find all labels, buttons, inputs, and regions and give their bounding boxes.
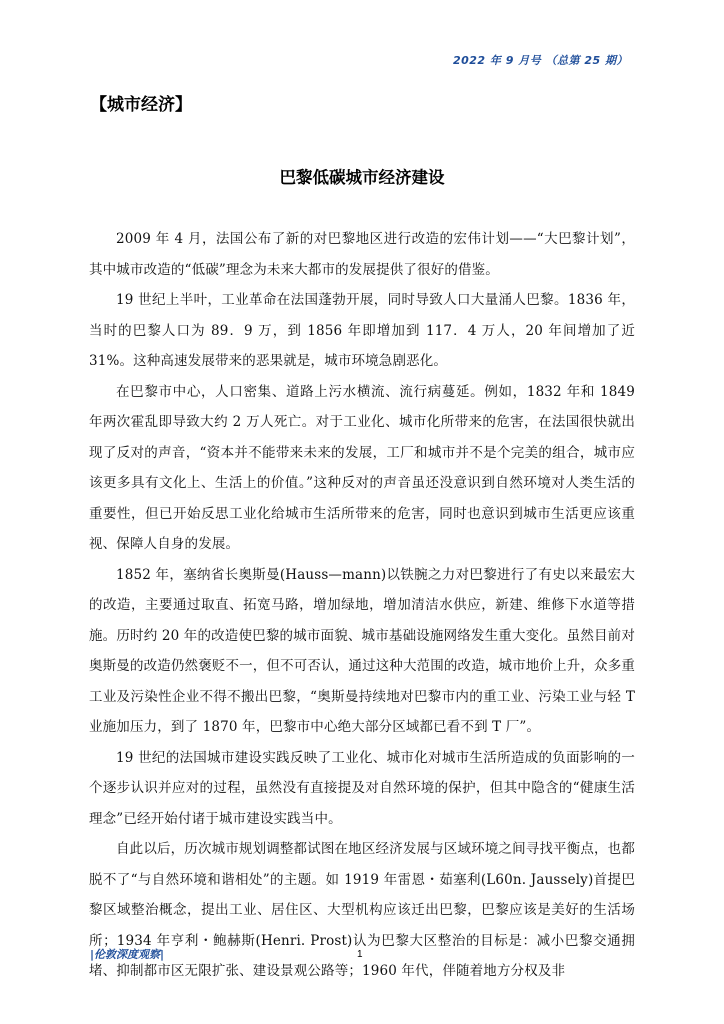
footer-publication: |伦敦深度观察| <box>90 948 165 961</box>
paragraph: 自此以后，历次城市规划调整都试图在地区经济发展与区域环境之间寻找平衡点，也都脱不了“与自然环境和谐相处”的主题。如 1919 年雷恩・茹塞利(L60n. Jaussely)首提巴黎区域整治概念，提出工业、居住区、大型机构应该迁出巴黎，巴黎应该是美好的生活场所；1934 年亨利・鲍赫斯(Henri. Prost)认为巴黎大区整治的目标是：减小巴黎交通拥堵、抑制都市区无限扩张、建设景观公路等；1960 年代，伴随着地方分权及非 <box>89 841 635 979</box>
paragraph: 在巴黎市中心，人口密集、道路上污水横流、流行病蔓延。例如，1832 年和 1849 年两次霍乱即导致大约 2 万人死亡。对于工业化、城市化所带来的危害，在法国很快就出现了反对的声音，“资本并不能带来未来的发展，工厂和城市并不是个完美的组合，城市应该更多具有文化上、生活上的价值。”这种反对的声音虽还没意识到自然环境对人类生活的重要性，但已开始反思工业化给城市生活所带来的危害，同时也意识到城市生活更应该重视、保障人自身的发展。 <box>89 383 635 552</box>
paragraph: 19 世纪上半叶，工业革命在法国蓬勃开展，同时导致人口大量涌人巴黎。1836 年，当时的巴黎人口为 89．9 万，到 1856 年即增加到 117．4 万人，20 年间增加了近 31%。这种高速发展带来的恶果就是，城市环境急剧恶化。 <box>89 292 635 369</box>
issue-header: 2022 年 9 月号 （总第 25 期） <box>452 54 628 67</box>
paragraph: 2009 年 4 月，法国公布了新的对巴黎地区进行改造的宏伟计划——“大巴黎计划”，其中城市改造的“低碳”理念为未来大都市的发展提供了很好的借鉴。 <box>89 231 635 278</box>
article-body <box>89 224 635 987</box>
article-title: 巴黎低碳城市经济建设 <box>279 168 445 187</box>
section-title: 【城市经济】 <box>90 95 192 115</box>
paragraph: 1852 年，塞纳省长奥斯曼(Hauss—mann)以铁腕之力对巴黎进行了有史以来最宏大的改造，主要通过取直、拓宽马路，增加绿地，增加清洁水供应，新建、维修下水道等措施。历时约 20 年的改造使巴黎的城市面貌、城市基础设施网络发生重大变化。虽然目前对奥斯曼的改造仍然褒贬不一，但不可否认，通过这种大范围的改造，城市地价上升，众多重工业及污染性企业不得不搬出巴黎，“奥斯曼持续地对巴黎市内的重工业、污染工业与轻 T 业施加压力，到了 1870 年，巴黎市中心绝大部分区域都已看不到 T 厂”。 <box>89 566 635 735</box>
paragraph: 19 世纪的法国城市建设实践反映了工业化、城市化对城市生活所造成的负面影响的一个逐步认识并应对的过程，虽然没有直接提及对自然环境的保护，但其中隐含的“健康生活理念”已经开始付诸于城市建设实践当中。 <box>89 749 635 827</box>
page-number: 1 <box>357 949 363 960</box>
